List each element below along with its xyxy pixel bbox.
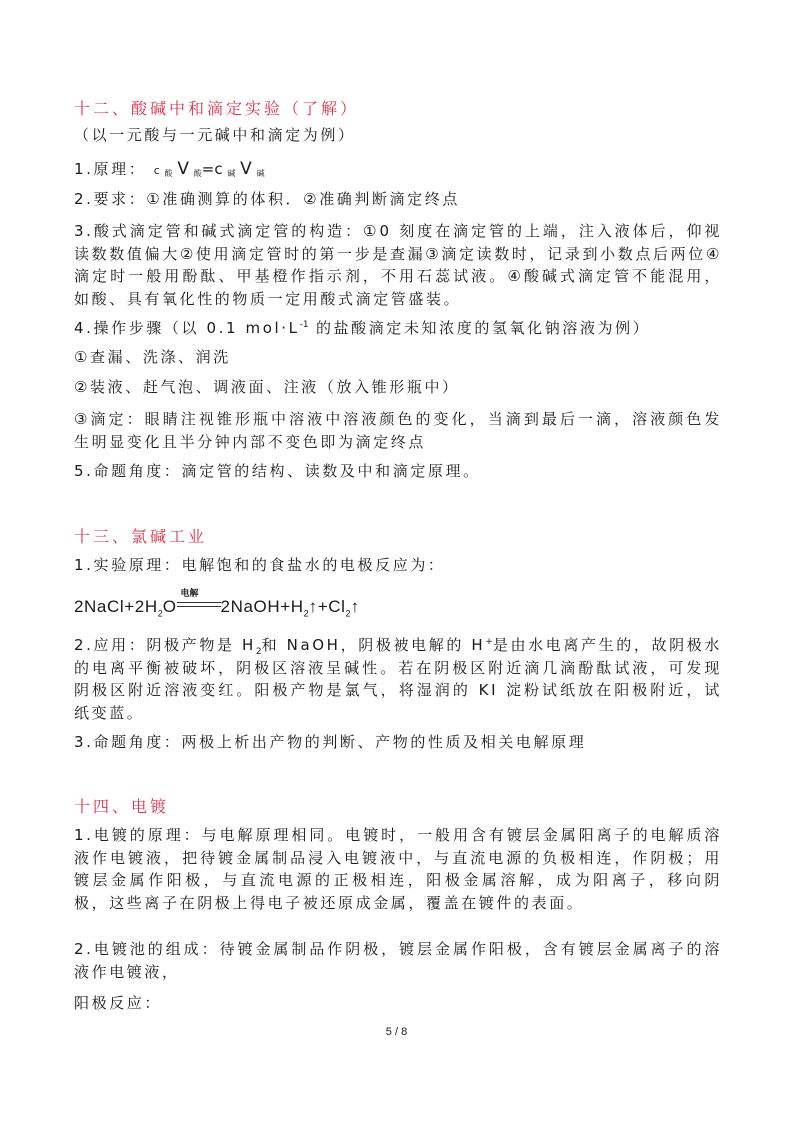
section-13-item-2: 2.应用：阴极产物是 $H_2$和 NaOH，阴极被电解的 H+是由水电离产生的，故阴极水的电离平衡被破坏，阴极区溶液呈碱性。若在阴极区附近滴几滴酚酞试液，可发现阴极区附近溶液变红。阳极产物是氯气，将湿润的 KI 淀粉试纸放在阳极附近，试纸变蓝。: [74, 636, 722, 722]
section-12-item-3: 3.酸式滴定管和碱式滴定管的构造：①0 刻度在滴定管的上端，注入液体后，仰视读数数值偏大②使用滴定管时的第一步是查漏③滴定读数时，记录到小数点后两位④滴定时一般用酚酞、甲基橙作指示剂，不用石蕊试液。④酸碱式滴定管不能混用，如酸、具有氧化性的物质一定用酸式滴定管盛装。: [74, 222, 722, 308]
step-2: ②装液、赶气泡、调液面、注液（放入锥形瓶中）: [74, 378, 460, 396]
section-13-item-1: 1.实验原理：电解饱和的食盐水的电极反应为：: [74, 556, 446, 574]
section-12-item-2: 2.要求：①准确测算的体积．②准确判断滴定终点: [74, 190, 461, 208]
section-12-item-4: 4.操作步骤（以 0.1 $mol\cdot L^{-1}$ 的盐酸滴定未知浓度的氢氧化钠溶液为例）: [74, 319, 651, 337]
page-number: 5 / 8: [385, 1026, 408, 1038]
section-13-item-3: 3.命题角度：两极上析出产物的判断、产物的性质及相关电解原理: [74, 733, 587, 751]
reaction-condition-arrow: 电解: [177, 594, 221, 612]
section-12-item-5: 5.命题角度：滴定管的结构、读数及中和滴定原理。: [74, 462, 481, 480]
chemical-equation: $2NaCl+2H_2O$ 电解 $2NaOH+H_2↑+Cl_2↑$: [74, 588, 360, 619]
section-14-item-2: 2.电镀池的组成：待镀金属制品作阴极，镀层金属作阳极，含有镀层金属离子的溶液作电镀液，: [74, 940, 722, 981]
step-3: ③滴定：眼睛注视锥形瓶中溶液中溶液颜色的变化，当滴到最后一滴，溶液颜色发生明显变化且半分钟内部不变色即为滴定终点: [74, 410, 722, 451]
section-heading-12: 十二、酸碱中和滴定实验（了解）: [74, 99, 360, 118]
section-12-intro: （以一元酸与一元碱中和滴定为例）: [74, 126, 356, 144]
section-12-item-1: 1.原理： c 酸 V 酸=c 碱 V 碱: [74, 159, 265, 179]
step-1: ①查漏、洗涤、润洗: [74, 348, 231, 366]
section-heading-13: 十三、氯碱工业: [74, 527, 208, 546]
section-14-item-3: 阳极反应：: [74, 994, 163, 1012]
section-14-item-1: 1.电镀的原理：与电解原理相同。电镀时，一般用含有镀层金属阳离子的电解质溶液作电镀液，把待镀金属制品浸入电镀液中，与直流电源的负极相连，作阴极；用镀层金属作阳极，与直流电源的正极相连，阳极金属溶解，成为阳离子，移向阴极，这些离子在阴极上得电子被还原成金属，覆盖在镀件的表面。: [74, 826, 722, 912]
section-heading-14: 十四、电镀: [74, 797, 170, 816]
formula: c 酸 V 酸=c 碱 V 碱: [153, 159, 265, 179]
